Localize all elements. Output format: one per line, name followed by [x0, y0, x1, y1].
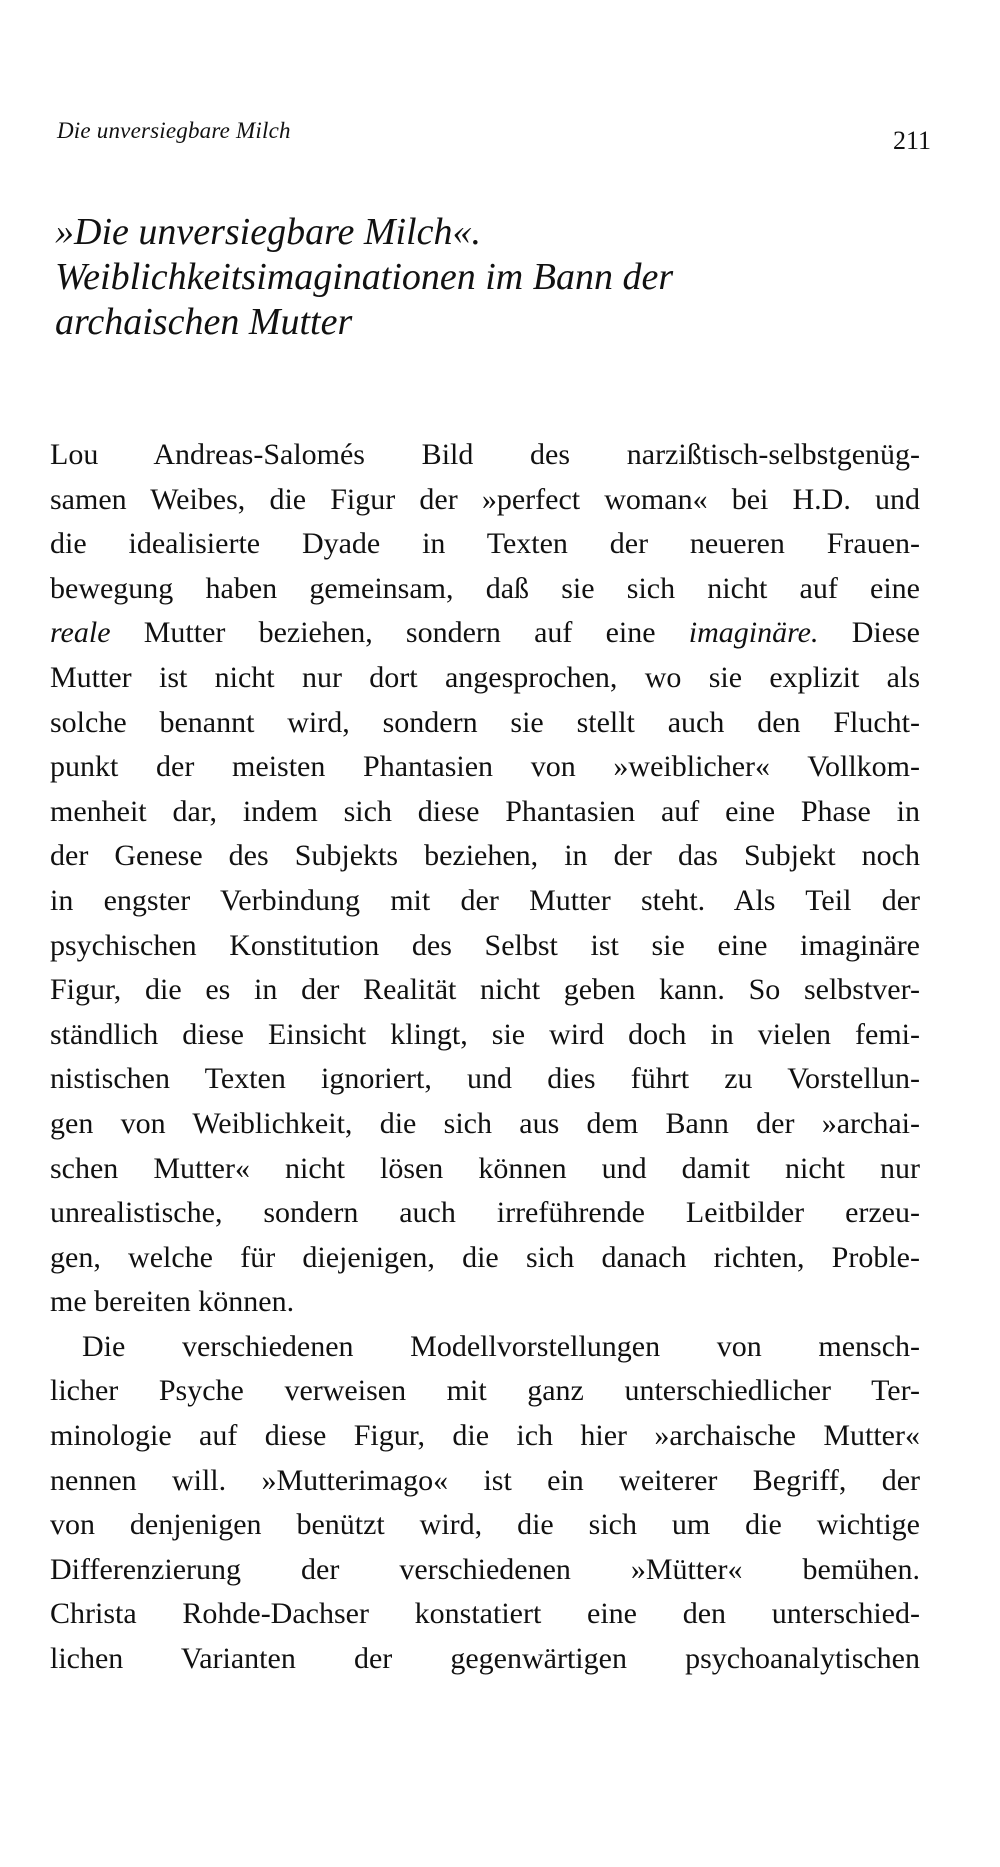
- running-head: Die unversiegbare Milch: [57, 118, 291, 143]
- chapter-title-line: archaischen Mutter: [55, 301, 353, 343]
- text-line: solche benannt wird, sondern sie stellt auch den Flucht-: [50, 705, 920, 739]
- text-line: ständlich diese Einsicht klingt, sie wird doch in vielen femi-: [50, 1017, 920, 1051]
- text-line: Die verschiedenen Modellvorstellungen von mensch-: [82, 1329, 920, 1363]
- text-line: lichen Varianten der gegenwärtigen psychoanalytischen: [50, 1642, 920, 1676]
- text-line: gen, welche für diejenigen, die sich danach richten, Proble-: [50, 1240, 920, 1274]
- text-line: schen Mutter« nicht lösen können und damit nicht nur: [50, 1151, 920, 1185]
- emphasis-reale: reale: [50, 616, 111, 650]
- text-line: nistischen Texten ignoriert, und dies führt zu Vorstellun-: [50, 1062, 920, 1096]
- text-line: [50, 611, 920, 656]
- text-line: die idealisierte Dyade in Texten der neueren Frauen-: [50, 527, 920, 561]
- text-line: licher Psyche verweisen mit ganz unterschiedlicher Ter-: [50, 1374, 920, 1408]
- text-line: von denjenigen benützt wird, die sich um die wichtige: [50, 1508, 920, 1542]
- text-line: unrealistische, sondern auch irreführende Leitbilder erzeu-: [50, 1196, 920, 1230]
- text-line: Figur, die es in der Realität nicht geben kann. So selbstver-: [50, 973, 920, 1007]
- text-line: Mutter ist nicht nur dort angesprochen, wo sie explizit als: [50, 660, 920, 694]
- text-line: Christa Rohde-Dachser konstatiert eine den unterschied-: [50, 1597, 920, 1631]
- text-line: nennen will. »Mutterimago« ist ein weiterer Begriff, der: [50, 1463, 920, 1497]
- text-line: minologie auf diese Figur, die ich hier »archaische Mutter«: [50, 1419, 920, 1453]
- emphasis-imaginaere: imaginäre.: [688, 616, 819, 650]
- text-line: bewegung haben gemeinsam, daß sie sich nicht auf eine: [50, 571, 920, 605]
- page-number: 211: [893, 126, 932, 155]
- text-run: Mutter beziehen, sondern auf eine: [110, 616, 689, 650]
- text-line: psychischen Konstitution des Selbst ist sie eine imaginäre: [50, 928, 920, 962]
- text-line: me bereiten können.: [50, 1285, 295, 1319]
- text-line: menheit dar, indem sich diese Phantasien auf eine Phase in: [50, 794, 920, 828]
- paragraph-1: [50, 433, 920, 1325]
- text-line: punkt der meisten Phantasien von »weiblicher« Vollkom-: [50, 750, 920, 784]
- paragraph-2: [50, 1325, 920, 1682]
- chapter-title-line: Weiblichkeitsimaginationen im Bann der: [55, 256, 674, 298]
- text-line: samen Weibes, die Figur der »perfect woman« bei H.D. und: [50, 482, 920, 516]
- text-line: der Genese des Subjekts beziehen, in der das Subjekt noch: [50, 839, 920, 873]
- text-line: Differenzierung der verschiedenen »Mütter« bemühen.: [50, 1552, 920, 1586]
- text-line: Lou Andreas-Salomés Bild des narzißtisch-selbstgenüg-: [50, 438, 920, 471]
- body-text: [50, 433, 920, 1682]
- chapter-title: [55, 210, 935, 345]
- chapter-title-line: »Die unversiegbare Milch«.: [55, 211, 481, 253]
- text-run: Diese: [818, 616, 920, 650]
- text-line: in engster Verbindung mit der Mutter steht. Als Teil der: [50, 883, 920, 917]
- text-line: gen von Weiblichkeit, die sich aus dem Bann der »archai-: [50, 1106, 920, 1140]
